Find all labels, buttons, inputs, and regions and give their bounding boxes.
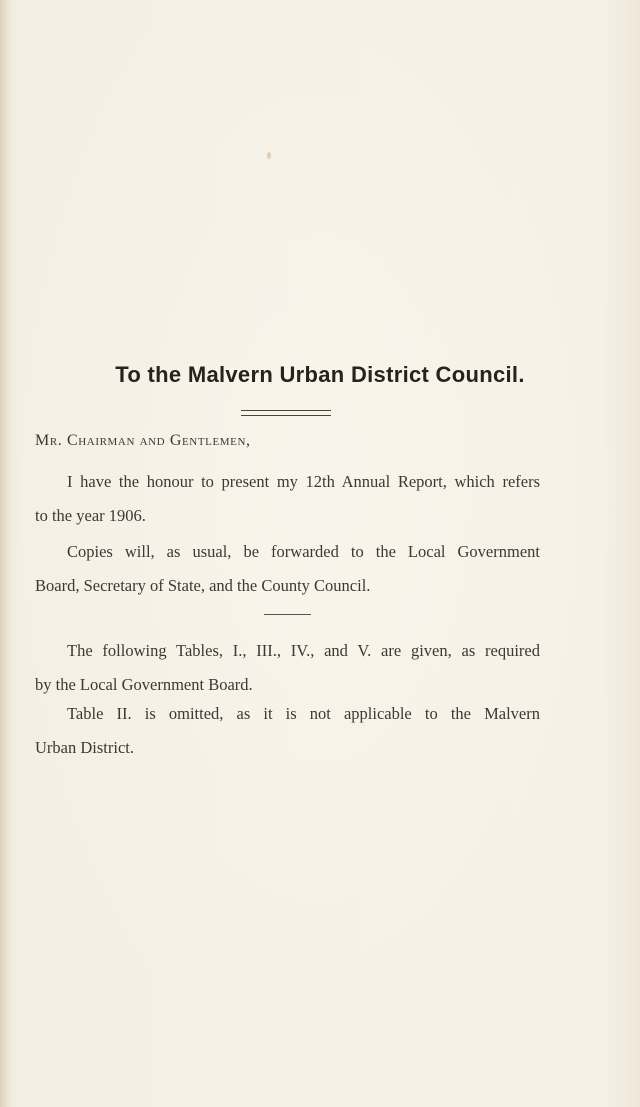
paragraph-line: Copies will, as usual, be forwarded to the Local Government <box>67 542 540 561</box>
paper-blemish <box>267 152 271 159</box>
paragraph-line: Board, Secretary of State, and the County Council. <box>35 576 371 595</box>
title-double-rule <box>241 410 331 416</box>
binding-edge <box>0 0 10 1107</box>
paragraph-line: Urban District. <box>35 738 134 757</box>
paragraph-line: I have the honour to present my 12th Annual Report, which refers <box>67 472 540 491</box>
salutation: Mr. Chairman and Gentlemen, <box>35 432 251 449</box>
section-divider <box>264 614 311 615</box>
paragraph-line: by the Local Government Board. <box>35 675 253 694</box>
paragraph-line: Table II. is omitted, as it is not applicable to the Malvern <box>67 704 540 723</box>
paragraph-report <box>35 465 540 533</box>
paragraph-line: The following Tables, I., III., IV., and V. are given, as required <box>67 641 540 660</box>
paragraph-tables <box>35 634 540 702</box>
paragraph-table-two <box>35 697 540 765</box>
paragraph-line: to the year 1906. <box>35 506 146 525</box>
page-title: To the Malvern Urban District Council. <box>115 362 525 387</box>
paragraph-copies <box>35 535 540 603</box>
